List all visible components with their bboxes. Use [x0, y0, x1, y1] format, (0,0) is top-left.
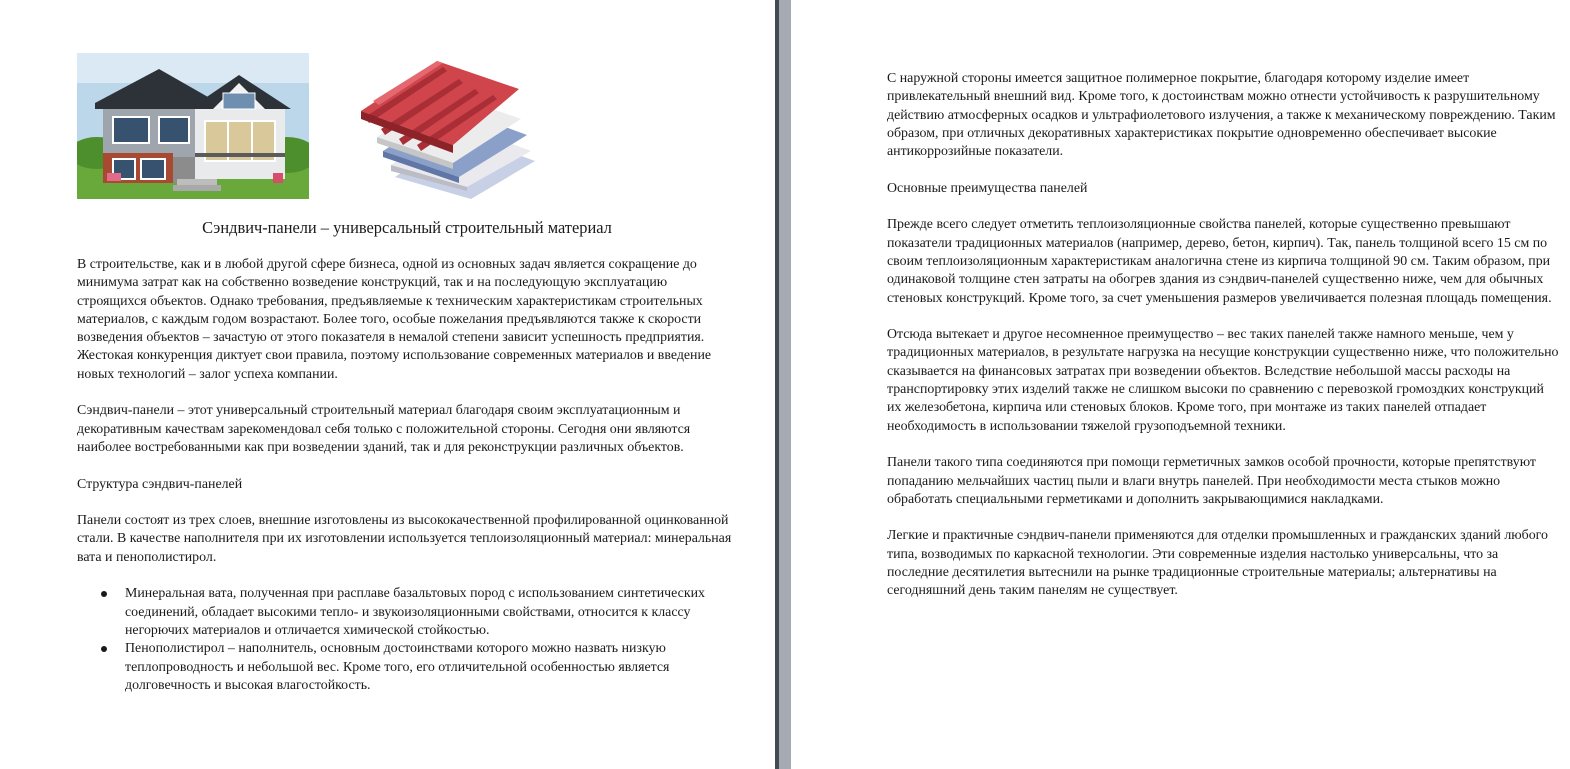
filler-bullet-list	[77, 585, 739, 695]
structure-paragraph: Панели состоят из трех слоев, внешние изготовлены из высококачественной профилированной оцинкованной стали. В качестве наполнителя при их изготовлении используется теплоизоляционный материал: минеральная вата и пенополистирол.	[77, 513, 732, 565]
bullet-item-polystyrene: Пенополистирол – наполнитель, основным достоинствами которого можно назвать низкую теплопроводность и небольшой вес. Кроме того, его отличительной особенностью является долговечность и высокая влагостойкость.	[77, 640, 739, 695]
bullet-item-mineral-wool: Минеральная вата, полученная при расплаве базальтовых пород с использованием синтетических соединений, обладает высокими тепло- и звукоизоляционными свойствами, относится к классу негорючих материалов и отличается химической стойкостью.	[77, 585, 739, 640]
page-divider	[775, 0, 791, 769]
advantages-paragraph-weight: Отсюда вытекает и другое несомненное преимущество – вес таких панелей также намного меньше, чем у традиционных материалов, в результате нагрузка на несущие конструкции существенно ниже, что положительно сказывается на финансовых затратах при возведении объектов. Вследствие небольшой массы расходы на транспортировку этих изделий также не слишком высоки по сравнению с перевозкой громоздких конструкций их железобетона, кирпича или стеновых блоков. Кроме того, при монтаже из таких панелей отпадает необходимость в использовании тяжелой грузоподъемной техники.	[887, 327, 1559, 434]
advantages-paragraph-usage: Легкие и практичные сэндвич-панели применяются для отделки промышленных и гражданских зданий любого типа, возводимых по каркасной технологии. Эти современные изделия настолько универсальны, что за последние десятилетия вытеснили на рынке традиционные строительные материалы; альтернативы на сегодняшний день таким панелям не существует.	[887, 528, 1548, 599]
structure-heading: Структура сэндвич-панелей	[77, 476, 243, 492]
advantages-paragraph-joints: Панели такого типа соединяются при помощи герметичных замков особой прочности, которые препятствуют попаданию мельчайших частиц пыли и влаги внутрь панелей. При необходимости места стыков можно обработать специальными герметиками и дополнить закрывающимися накладками.	[887, 455, 1536, 507]
advantages-paragraph-insulation: Прежде всего следует отметить теплоизоляционные свойства панелей, которые существенно превышают показатели традиционных материалов (например, дерево, бетон, кирпич). Так, панель толщиной всего 15 см по своим теплоизоляционным характеристикам аналогична стене из кирпича толщиной 90 см. Таким образом, при одинаковой толщине стен затраты на обогрев здания из сэндвич-панелей существенно ниже, чем для обычных стеновых конструкций. Кроме того, за счет уменьшения размеров увеличивается полезная площадь помещения.	[887, 217, 1552, 306]
right-page-body	[887, 70, 1559, 619]
house-image	[77, 53, 309, 199]
coating-paragraph: С наружной стороны имеется защитное полимерное покрытие, благодаря которому изделие имеет привлекательный внешний вид. Кроме того, к достоинствам можно отнести устойчивость к разрушительному действию атмосферных осадков и ультрафиолетового излучения, а также к механическому повреждению. Таким образом, при отличных декоративных характеристиках покрытие одновременно обеспечивает высокие антикоррозийные показатели.	[887, 71, 1556, 160]
left-page-body	[77, 256, 739, 695]
sandwich-panel-image	[355, 53, 540, 199]
advantages-heading: Основные преимущества панелей	[887, 180, 1088, 196]
document-page-left	[0, 0, 775, 769]
intro-paragraph: В строительстве, как и в любой другой сфере бизнеса, одной из основных задач является сокращение до минимума затрат как на собственно возведение конструкций, так и на последующую эксплуатацию строящихся объектов. Однако требования, предъявляемые к техническим характеристикам строительных материалов, с каждым годом возрастают. Более того, особые пожелания предъявляются также к скорости возведения объектов – зачастую от этого показателя в немалой степени зависит успешность предприятия. Жестокая конкуренция диктует свои правила, поэтому использование современных материалов и введение новых технологий – залог успеха компании.	[77, 257, 712, 382]
description-paragraph: Сэндвич-панели – этот универсальный строительный материал благодаря своим эксплуатационным и декоративным качествам зарекомендовал себя только с положительной стороны. Сегодня они являются наиболее востребованными как при возведении зданий, так и для реконструкции различных объектов.	[77, 403, 691, 455]
document-title: Сэндвич-панели – универсальный строительный материал	[202, 218, 612, 237]
document-page-right	[791, 0, 1570, 769]
